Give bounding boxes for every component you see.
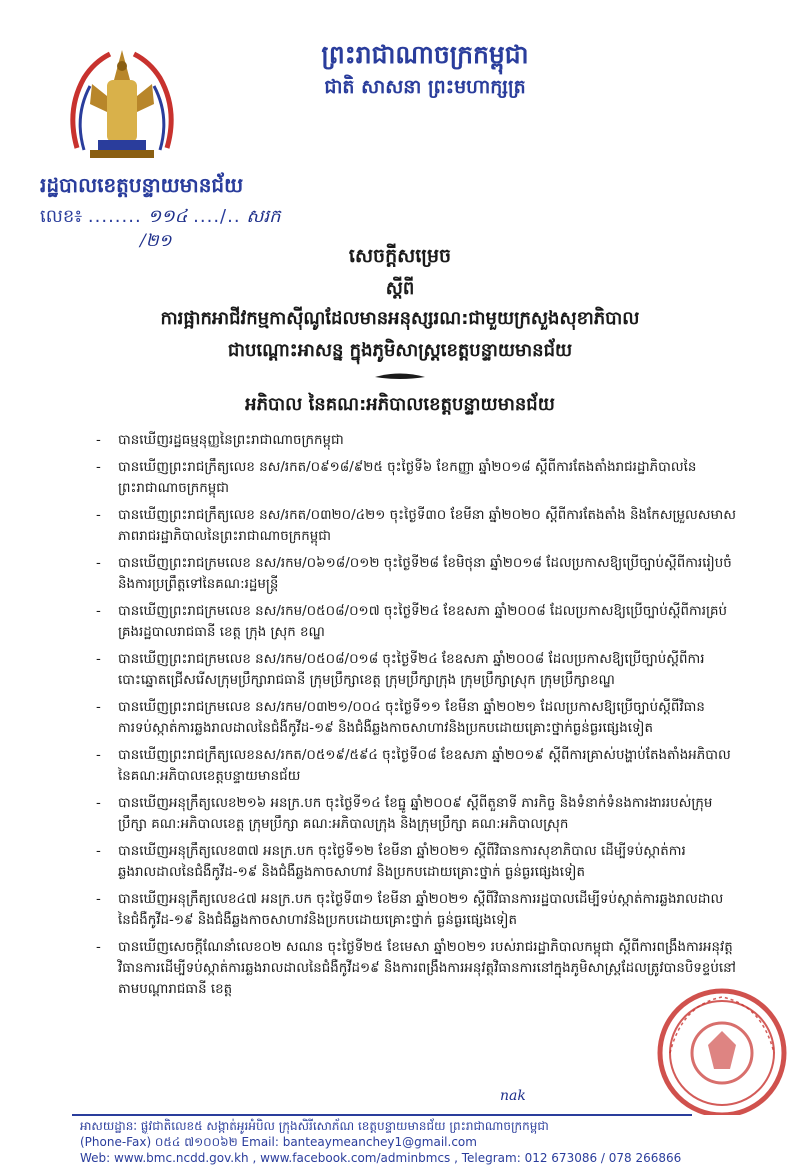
reference-number-value: ១១៤ [147, 206, 188, 227]
footer-address: អាសយដ្ឋានៈ ផ្លូវជាតិលេខ៥ សង្កាត់អូរអំបិល ក្រុងសិរីសោភ័ណ ខេត្តបន្ទាយមានជ័យ ព្រះរាជាណាចក្រកម្ពុជា [80, 1119, 549, 1133]
national-emblem-icon [62, 40, 182, 168]
decision-title: សេចក្តីសម្រេច [348, 245, 452, 267]
signature-mark: nak [500, 1088, 526, 1104]
list-item: - បានឃើញព្រះរាជក្រឹត្យលេខ នស/រកត/០៩១៨/៩២៥ ចុះថ្ងៃទី៦ ខែកញ្ញា ឆ្នាំ២០១៨ ស្តីពីការតែងតាំងរាជរដ្ឋាភិបាលនៃព្រះរាជាណាចក្រកម្ពុជា [96, 457, 736, 499]
list-item: - បានឃើញរដ្ឋធម្មនុញ្ញនៃព្រះរាជាណាចក្រកម្ពុជា [96, 430, 736, 451]
subject-line-2: ជាបណ្តោះអាសន្ន ក្នុងភូមិសាស្ត្រខេត្តបន្ទាយមានជ័យ [227, 340, 573, 361]
reference-year: /២១ [140, 231, 172, 251]
list-item: - បានឃើញព្រះរាជក្រមលេខ នស/រកម/០៣២១/០០៤ ចុះថ្ងៃទី១១ ខែមីនា ឆ្នាំ២០២១ ដែលប្រកាសឱ្យប្រើច្បាប់ស្តីពីវិធានការទប់ស្កាត់ការឆ្លងរាលដាលនៃជំងឺកូវីដ-១៩ និងជំងឺឆ្លងកាចសាហាវនិងប្រកបដោយគ្រោះថ្នាក់ធ្ងន់ធ្ងរផ្សេងទៀត [96, 697, 736, 739]
list-item: - បានឃើញព្រះរាជក្រឹត្យលេខ នស/រកត/០៣២០/៤២១ ចុះថ្ងៃទី៣០ ខែមីនា ឆ្នាំ២០២០ ស្តីពីការតែងតាំង និងកែសម្រួលសមាសភាពរាជរដ្ឋាភិបាលនៃព្រះរាជាណាចក្រកម្ពុជា [96, 505, 736, 547]
kingdom-name: ព្រះរាជាណាចក្រកម្ពុជា [321, 40, 529, 69]
legal-basis-list [96, 430, 736, 1006]
list-item: - បានឃើញព្រះរាជក្រឹត្យលេខនស/រកត/០៥១៩/៥៩៤ ចុះថ្ងៃទី០៨ ខែឧសភា ឆ្នាំ២០១៩ ស្តីពីការគ្រាស់បង្ហាប់តែងតាំងអភិបាល នៃគណ:អភិបាលខេត្តបន្ទាយមានជ័យ [96, 745, 736, 787]
list-item: - បានឃើញអនុក្រឹត្យលេខ៤៧ អនក្រ.បក ចុះថ្ងៃទី៣១ ខែមីនា ឆ្នាំ២០២១ ស្តីពីវិធានការរដ្ឋបាលដើម្បីទប់ស្កាត់ការឆ្លងរាលដាលនៃជំងឺកូវីដ-១៩ និងជំងឺឆ្លងកាចសាហាវនិងប្រកបដោយគ្រោះថ្នាក់ ធ្ងន់ធ្ងរផ្សេងទៀត [96, 889, 736, 931]
list-item: - បានឃើញព្រះរាជក្រមលេខ នស/រកម/០៥០៨/០១៨ ចុះថ្ងៃទី២៤ ខែឧសភា ឆ្នាំ២០០៨ ដែលប្រកាសឱ្យប្រើច្បាប់ស្តីពីការបោះឆ្នោតជ្រើសរើសក្រុមប្រឹក្សារាជធានី ក្រុមប្រឹក្សាខេត្ត ក្រុមប្រឹក្សាក្រុង ក្រុមប្រឹក្សាស្រុក ក្រុមប្រឹក្សាខណ្ឌ [96, 649, 736, 691]
list-item: - បានឃើញអនុក្រឹត្យលេខ៣៧ អនក្រ.បក ចុះថ្ងៃទី១២ ខែមីនា ឆ្នាំ២០២១ ស្តីពីវិធានការសុខាភិបាល ដើម្បីទប់ស្កាត់ការឆ្លងរាលដាលនៃជំងឺកូវីដ-១៩ និងជំងឺឆ្លងកាចសាហាវ និងប្រកបដោយគ្រោះថ្នាក់ ធ្ងន់ធ្ងរផ្សេងទៀត [96, 841, 736, 883]
list-item: - បានឃើញព្រះរាជក្រមលេខ នស/រកម/០៥០៨/០១៧ ចុះថ្ងៃទី២៤ ខែឧសភា ឆ្នាំ២០០៨ ដែលប្រកាសឱ្យប្រើច្បាប់ស្តីពីការគ្រប់គ្រងរដ្ឋបាលរាជធានី ខេត្ត ក្រុង ស្រុក ខណ្ឌ [96, 601, 736, 643]
reference-year-value: ២១ [145, 231, 172, 251]
footer-phone-email: (Phone-Fax) ០៥៤ ៧១០០៦២ Email: banteaymeanchey1@gmail.com [80, 1135, 477, 1149]
list-item: - បានឃើញសេចក្តីណែនាំលេខ០២ សណន ចុះថ្ងៃទី២៥ ខែមេសា ឆ្នាំ២០២១ របស់រាជរដ្ឋាភិបាលកម្ពុជា ស្តីពីការពង្រឹងការអនុវត្តវិធានការដើម្បីទប់ស្កាត់ការឆ្លងរាលដាលនៃជំងឺកូវីដ១៩ និងការពង្រឹងការអនុវត្តវិធានការនៅក្នុងភូមិសាស្ត្រដែលត្រូវបានបិទខ្ទប់នៅតាមបណ្តារាជធានី ខេត្ត [96, 937, 736, 1000]
official-seal-icon [622, 975, 792, 1115]
national-motto: ជាតិ សាសនា ព្រះមហាក្សត្រ [324, 76, 526, 98]
authority-heading: អភិបាល នៃគណ:អភិបាលខេត្តបន្ទាយមានជ័យ [245, 394, 555, 415]
divider-ornament-icon [375, 372, 425, 382]
kingdom-header [275, 38, 575, 102]
about-label: ស្តីពី [385, 278, 415, 299]
footer [80, 1118, 720, 1166]
reference-code: សរក [246, 206, 281, 227]
reference-label: លេខ៖ [40, 206, 83, 227]
footer-divider [72, 1114, 692, 1116]
issuing-authority: រដ្ឋបាលខេត្តបន្ទាយមានជ័យ [40, 173, 244, 197]
reference-number: លេខ៖ ........ ១១៤ ..../.. សរក [40, 206, 281, 227]
subject-line-1: ការផ្អាកអាជីវកម្មកាស៊ីណូដែលមានអនុស្សរណ:ជាមួយក្រសួងសុខាភិបាល [160, 308, 640, 329]
list-item: - បានឃើញព្រះរាជក្រមលេខ នស/រកម/០៦១៨/០១២ ចុះថ្ងៃទី២៨ ខែមិថុនា ឆ្នាំ២០១៨ ដែលប្រកាសឱ្យប្រើច្បាប់ស្តីពីការរៀបចំ និងការប្រព្រឹត្តទៅនៃគណ:រដ្ឋមន្ត្រី [96, 553, 736, 595]
footer-web: Web: www.bmc.ncdd.gov.kh , www.facebook.com/adminbmcs , Telegram: 012 673086 / 078 266866 [80, 1151, 682, 1165]
list-item: - បានឃើញអនុក្រឹត្យលេខ២១៦ អនក្រ.បក ចុះថ្ងៃទី១៤ ខែធ្នូ ឆ្នាំ២០០៩ ស្តីពីតួនាទី ភារកិច្ច និងទំនាក់ទំនងការងាររបស់ក្រុមប្រឹក្សា គណ:អភិបាលខេត្ត ក្រុមប្រឹក្សា គណ:អភិបាលក្រុង និងក្រុមប្រឹក្សា គណ:អភិបាលស្រុក [96, 793, 736, 835]
